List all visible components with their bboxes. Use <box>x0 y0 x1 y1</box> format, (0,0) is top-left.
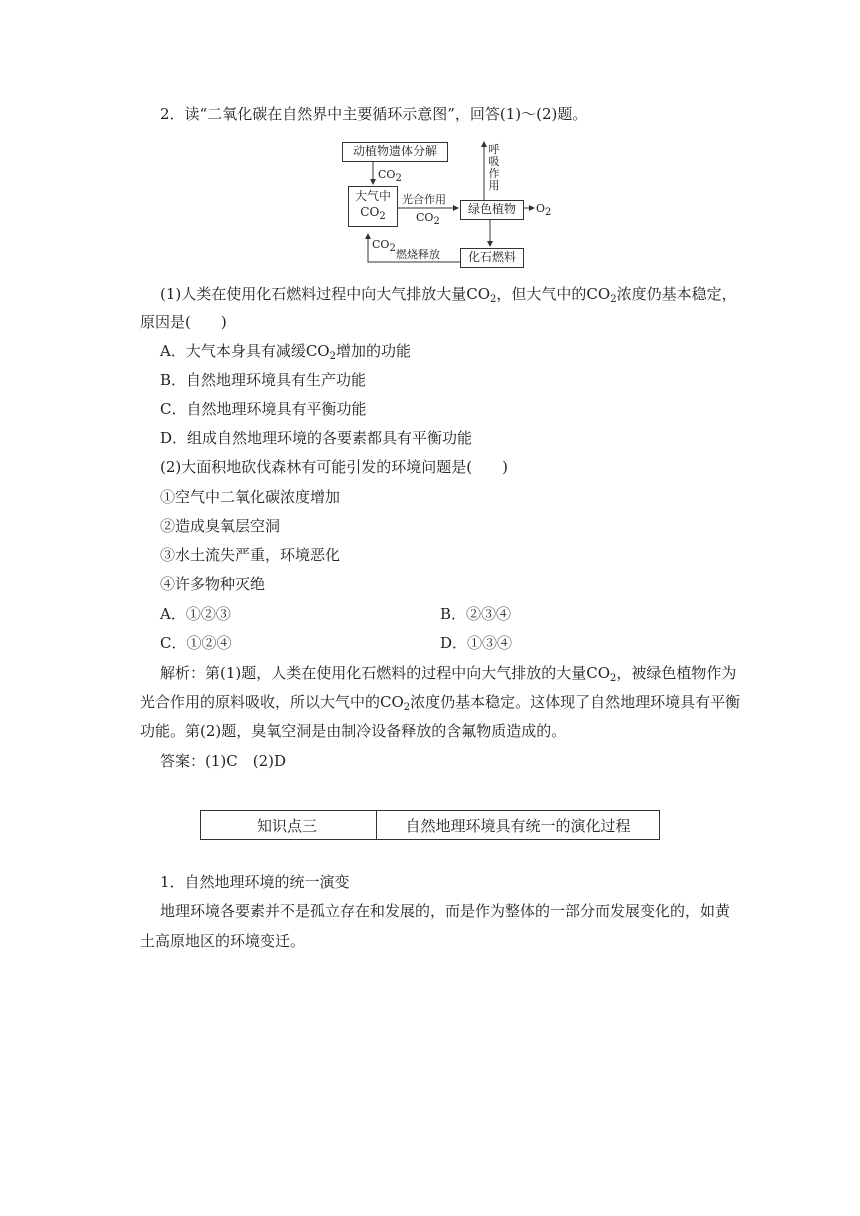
box-decompose-label: 动植物遗体分解 <box>352 144 437 158</box>
analysis-line2 <box>140 692 740 712</box>
analysis-line1 <box>160 663 736 683</box>
q2-option-d: D．①③④ <box>440 634 513 652</box>
q1-option-b: B．自然地理环境具有生产功能 <box>160 371 367 389</box>
analysis-line2-b: 浓度仍基本稳定。这体现了自然地理环境具有平衡 <box>410 693 741 711</box>
label-co2-burning <box>372 238 396 254</box>
q2-item-4: ④许多物种灭绝 <box>160 575 266 593</box>
q2-item-3: ③水土流失严重，环境恶化 <box>160 546 341 564</box>
label-o2 <box>536 202 552 218</box>
analysis-line2-a: 光合作用的原料吸收，所以大气中的CO <box>140 693 404 711</box>
knowledge-point-title: 自然地理环境具有统一的演化过程 <box>405 816 631 835</box>
label-co2-decompose-sub: 2 <box>395 173 402 184</box>
box-decompose <box>342 142 448 162</box>
q1-option-a <box>160 341 411 361</box>
q1-option-a-tail: 增加的功能 <box>335 342 411 360</box>
box-atmosphere-sub: 2 <box>379 211 386 222</box>
box-plants-label: 绿色植物 <box>467 202 516 216</box>
label-respiration-2: 吸 <box>488 155 500 168</box>
q1-stem-line1-a: (1)人类在使用化石燃料过程中向大气排放大量CO <box>160 285 491 303</box>
q2-stem: (2)大面积地砍伐森林有可能引发的环境问题是( ) <box>160 458 508 476</box>
box-atmosphere-line2 <box>349 204 397 220</box>
label-co2-decompose <box>378 168 402 184</box>
box-plants <box>460 200 524 220</box>
q2-option-b: B．②③④ <box>440 605 512 623</box>
analysis-line1-sub: 2 <box>610 673 617 684</box>
label-co2-photosynthesis-sub: 2 <box>433 216 440 227</box>
label-co2-decompose-text: CO <box>378 168 396 181</box>
q1-stem-line1 <box>160 284 737 304</box>
section1-heading: 1．自然地理环境的统一演变 <box>160 873 350 891</box>
q1-stem-line2: 原因是( ) <box>140 313 227 331</box>
label-respiration <box>488 144 500 192</box>
box-fossil <box>460 248 524 268</box>
box-atmosphere-co: CO <box>360 205 380 219</box>
label-o2-sub: 2 <box>545 207 552 218</box>
q1-stem-sub2: 2 <box>610 294 617 305</box>
label-o2-text: O <box>536 202 546 215</box>
box-fossil-label: 化石燃料 <box>467 250 516 264</box>
label-co2-photosynthesis <box>416 211 440 227</box>
q2-item-1: ①空气中二氧化碳浓度增加 <box>160 488 341 506</box>
label-photosynthesis: 光合作用 <box>402 193 446 206</box>
q2-option-a: A．①②③ <box>160 605 231 623</box>
box-atmosphere <box>348 186 398 227</box>
section1-line2: 土高原地区的环境变迁。 <box>140 932 306 950</box>
q1-option-a-sub: 2 <box>329 351 336 362</box>
q1-stem-line1-c: 浓度仍基本稳定， <box>616 285 737 303</box>
analysis-line2-sub: 2 <box>403 702 411 713</box>
section1-line1: 地理环境各要素并不是孤立存在和发展的，而是作为整体的一部分而发展变化的，如黄 <box>160 902 731 920</box>
q2-option-c: C．①②④ <box>160 634 232 652</box>
analysis-line1-a: 解析：第(1)题，人类在使用化石燃料的过程中向大气排放的大量CO <box>160 664 611 682</box>
co2-cycle-diagram <box>338 138 598 268</box>
label-respiration-4: 用 <box>488 179 500 192</box>
q1-stem-sub1: 2 <box>490 294 497 305</box>
label-co2-photosynthesis-text: CO <box>416 211 434 224</box>
label-respiration-3: 作 <box>488 167 500 180</box>
analysis-line3: 功能。第(2)题，臭氧空洞是由制冷设备释放的含氟物质造成的。 <box>140 722 567 740</box>
q2-item-2: ②造成臭氧层空洞 <box>160 517 281 535</box>
question-intro: 2．读“二氧化碳在自然界中主要循环示意图”，回答(1)～(2)题。 <box>160 105 588 123</box>
label-burning: 燃烧释放 <box>396 248 440 261</box>
knowledge-point-label: 知识点三 <box>201 811 377 839</box>
analysis-line1-b: ，被绿色植物作为 <box>616 664 737 682</box>
q1-option-a-text: A．大气本身具有减缓CO <box>160 342 330 360</box>
q1-option-d: D．组成自然地理环境的各要素都具有平衡功能 <box>160 429 473 447</box>
q1-option-c: C．自然地理环境具有平衡功能 <box>160 400 367 418</box>
label-co2-burning-sub: 2 <box>389 243 396 254</box>
label-co2-burning-text: CO <box>372 238 390 251</box>
answer: 答案：(1)C (2)D <box>160 752 286 770</box>
box-atmosphere-line1: 大气中 <box>354 189 391 203</box>
label-respiration-1: 呼 <box>488 143 500 156</box>
q1-stem-line1-b: ，但大气中的CO <box>496 285 611 303</box>
knowledge-point-header <box>200 810 660 840</box>
